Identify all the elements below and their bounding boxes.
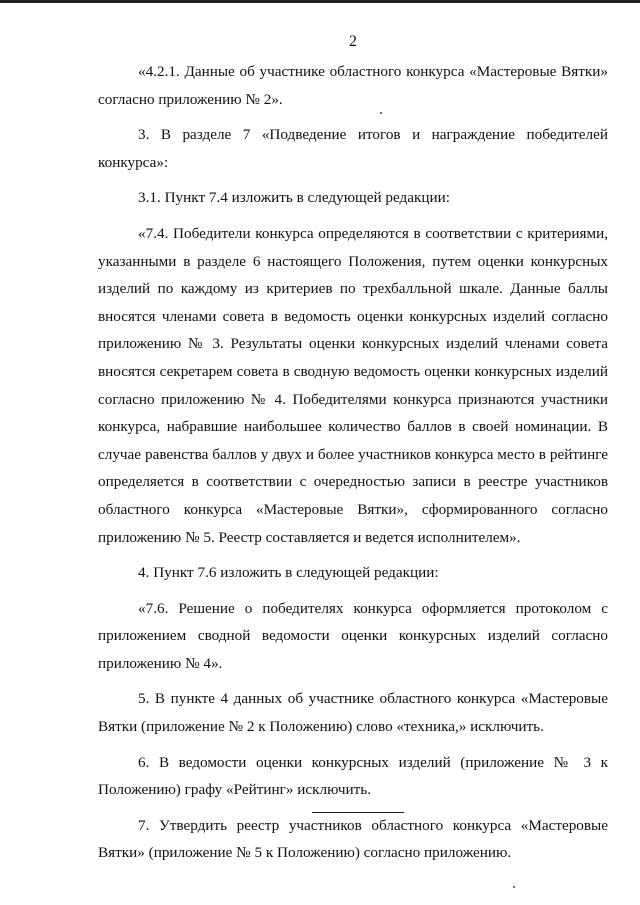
paragraph-4-2-1: «4.2.1. Данные об участнике областного конкурса «Мастеровые Вятки» согласно приложению № 2».	[98, 63, 608, 108]
paragraph-7-4-text: «7.4. Победители конкурса определяются в соответствии с критериями, указанными в разделе 6 настоящего Положения, путем оценки конкурсных изделий по каждому из критериев по трехбалльной шкале. Данные баллы вносятся членами совета в ведомость оценки конкурсных изделий согласно приложению № 3. Результаты оценки конкурсных изделий членами совета вносятся секретарем совета в сводную ведомость оценки конкурсных изделий согласно приложению № 4. Победителями конкурса признаются участники конкурса, набравшие наибольшее количество баллов в своей номинации. В случае равенства баллов у двух и более участников конкурса место в рейтинге определяется в соответствии с очередностью записи в реестре участников областного конкурса «Мастеровые Вятки», сформированного согласно приложению № 5. Реестр составляется и ведется исполнителем».	[98, 224, 608, 546]
page-top-edge	[0, 0, 640, 3]
paragraph-item-3: 3. В разделе 7 «Подведение итогов и награждение победителей конкурса»:	[98, 126, 608, 171]
paragraph-item-3-1: 3.1. Пункт 7.4 изложить в следующей редакции:	[138, 189, 451, 207]
paragraph-item-7: 7. Утвердить реестр участников областного конкурса «Мастеровые Вятки» (приложение № 5 к Положению) согласно приложению.	[98, 816, 608, 862]
end-rule	[312, 812, 404, 813]
paragraph-item-4: 4. Пункт 7.6 изложить в следующей редакции:	[138, 564, 439, 582]
page-number: 2	[349, 33, 357, 50]
scan-speck	[380, 112, 382, 114]
paragraph-item-6: 6. В ведомости оценки конкурсных изделий (приложение № 3 к Положению) графу «Рейтинг» исключить.	[98, 753, 608, 799]
document-page	[98, 30, 608, 875]
scan-speck	[513, 886, 515, 888]
paragraph-item-5: 5. В пункте 4 данных об участнике областного конкурса «Мастеровые Вятки (приложение № 2 к Положению) слово «техника,» исключить.	[98, 690, 608, 736]
paragraph-7-6-text: «7.6. Решение о победителях конкурса оформляется протоколом с приложением сводной ведомости оценки конкурсных изделий согласно приложению № 4».	[98, 599, 608, 672]
